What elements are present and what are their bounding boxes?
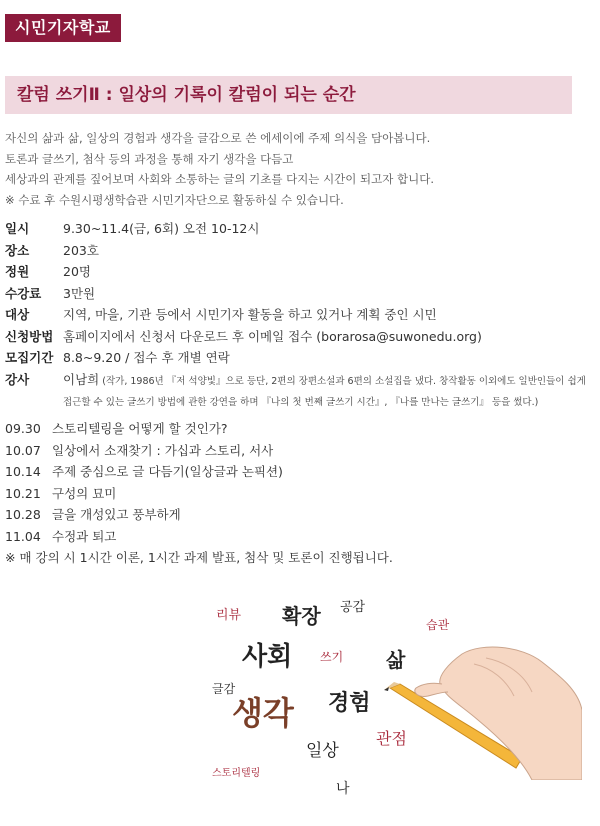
- lecturer-detail: (작가, 1986년 『저 석양빛』으로 등단, 2편의 장편소설과 6편의 소설집을 냈다. 창작활동 이외에도 일반인들이 쉽게: [102, 375, 586, 387]
- illustration-word: 리뷰: [216, 608, 242, 623]
- intro-line: 세상과의 관계를 짚어보며 사회와 소통하는 글의 기초를 다지는 시간이 되고자 합니다.: [5, 172, 435, 186]
- info-row-place: [5, 240, 580, 262]
- course-title: 칼럼 쓰기Ⅱ : 일상의 기록이 칼럼이 되는 순간: [17, 85, 356, 105]
- hand-holding-pencil-icon: [382, 640, 582, 780]
- schedule-list: [5, 418, 580, 569]
- intro-line: 자신의 삶과 삶, 일상의 경험과 생각을 글감으로 쓴 에세이에 주제 의식을 담아봅니다.: [5, 131, 431, 145]
- info-row-date: [5, 218, 580, 240]
- illustration-word: 관점: [376, 729, 407, 748]
- schedule-topic: 구성의 묘미: [52, 485, 117, 501]
- illustration-word: 스토리텔링: [212, 768, 261, 779]
- illustration-word: 생각: [232, 694, 294, 732]
- schedule-date: 09.30: [5, 421, 41, 436]
- schedule-date: 10.21: [5, 485, 41, 501]
- info-value: 3만원: [63, 285, 96, 301]
- illustration-word: 쓰기: [320, 650, 344, 664]
- illustration-word: 삶: [386, 648, 406, 672]
- schedule-topic: 스토리텔링을 어떻게 할 것인가?: [52, 421, 228, 436]
- info-row-target: [5, 304, 580, 326]
- info-label: 신청방법: [5, 328, 54, 344]
- lecturer-detail-line: 접근할 수 있는 글쓰기 방법에 관한 강연을 하며 『나의 첫 번째 글쓰기 시간』, 『나를 만나는 글쓰기』 등을 썼다.): [63, 396, 539, 408]
- intro-note: ※ 수료 후 수원시평생학습관 시민기자단으로 활동하실 수 있습니다.: [5, 192, 344, 207]
- schedule-date: 10.07: [5, 442, 41, 458]
- schedule-item: [5, 526, 580, 548]
- intro-line: 토론과 글쓰기, 첨삭 등의 과정을 통해 자기 생각을 다듬고: [5, 151, 294, 166]
- schedule-topic: 글을 개성있고 풍부하게: [52, 507, 181, 522]
- schedule-item: [5, 483, 580, 505]
- section-tag: 시민기자학교: [5, 14, 121, 42]
- course-info: [5, 218, 586, 413]
- schedule-item: [5, 440, 580, 462]
- schedule-note: ※ 매 강의 시 1시간 이론, 1시간 과제 발표, 첨삭 및 토론이 진행됩니다.: [5, 550, 393, 565]
- schedule-date: 11.04: [5, 528, 41, 544]
- illustration-word: 경험: [328, 690, 371, 716]
- schedule-item: [5, 504, 580, 526]
- info-value: 203호: [63, 242, 99, 258]
- schedule-topic: 일상에서 소재찾기 : 가십과 스토리, 서사: [52, 442, 274, 458]
- info-row-fee: [5, 283, 580, 305]
- info-value: 8.8~9.20 / 접수 후 개별 연락: [63, 350, 230, 365]
- schedule-topic: 주제 중심으로 글 다듬기(일상글과 논픽션): [52, 464, 283, 479]
- info-row-period: [5, 347, 580, 369]
- info-label: 강사: [5, 371, 30, 387]
- illustration-word: 사회: [242, 642, 293, 672]
- info-label: 정원: [5, 264, 30, 279]
- schedule-item: [5, 461, 580, 483]
- illustration-word: 글감: [212, 682, 236, 696]
- lecturer-value: [63, 369, 586, 413]
- info-row-apply: [5, 326, 580, 348]
- lecturer-line: [63, 369, 586, 392]
- info-label: 대상: [5, 307, 30, 322]
- illustration-word: 확장: [282, 604, 321, 628]
- info-label: 모집기간: [5, 350, 54, 365]
- info-value: 지역, 마을, 기관 등에서 시민기자 활동을 하고 있거나 계획 중인 시민: [63, 307, 437, 322]
- info-row-capacity: [5, 261, 580, 283]
- course-title-bar: [5, 76, 572, 114]
- schedule-item: [5, 418, 580, 440]
- schedule-date: 10.28: [5, 507, 41, 522]
- info-row-lecturer: [5, 369, 586, 413]
- course-intro: [5, 128, 565, 210]
- illustration-word: 공감: [340, 600, 366, 615]
- info-value: 9.30~11.4(금, 6회) 오전 10-12시: [63, 221, 260, 236]
- illustration-word: 일상: [306, 741, 339, 761]
- schedule-date: 10.14: [5, 464, 41, 479]
- info-value: 홈페이지에서 신청서 다운로드 후 이메일 접수 (borarosa@suwonedu.org): [63, 328, 482, 344]
- lecturer-name: 이남희: [63, 371, 100, 387]
- info-value: 20명: [63, 264, 91, 279]
- info-label: 수강료: [5, 285, 42, 301]
- info-label: 일시: [5, 221, 30, 236]
- illustration-word: 습관: [426, 618, 450, 632]
- illustration-word: 나: [336, 781, 350, 797]
- schedule-topic: 수정과 퇴고: [52, 528, 117, 544]
- info-label: 장소: [5, 242, 30, 258]
